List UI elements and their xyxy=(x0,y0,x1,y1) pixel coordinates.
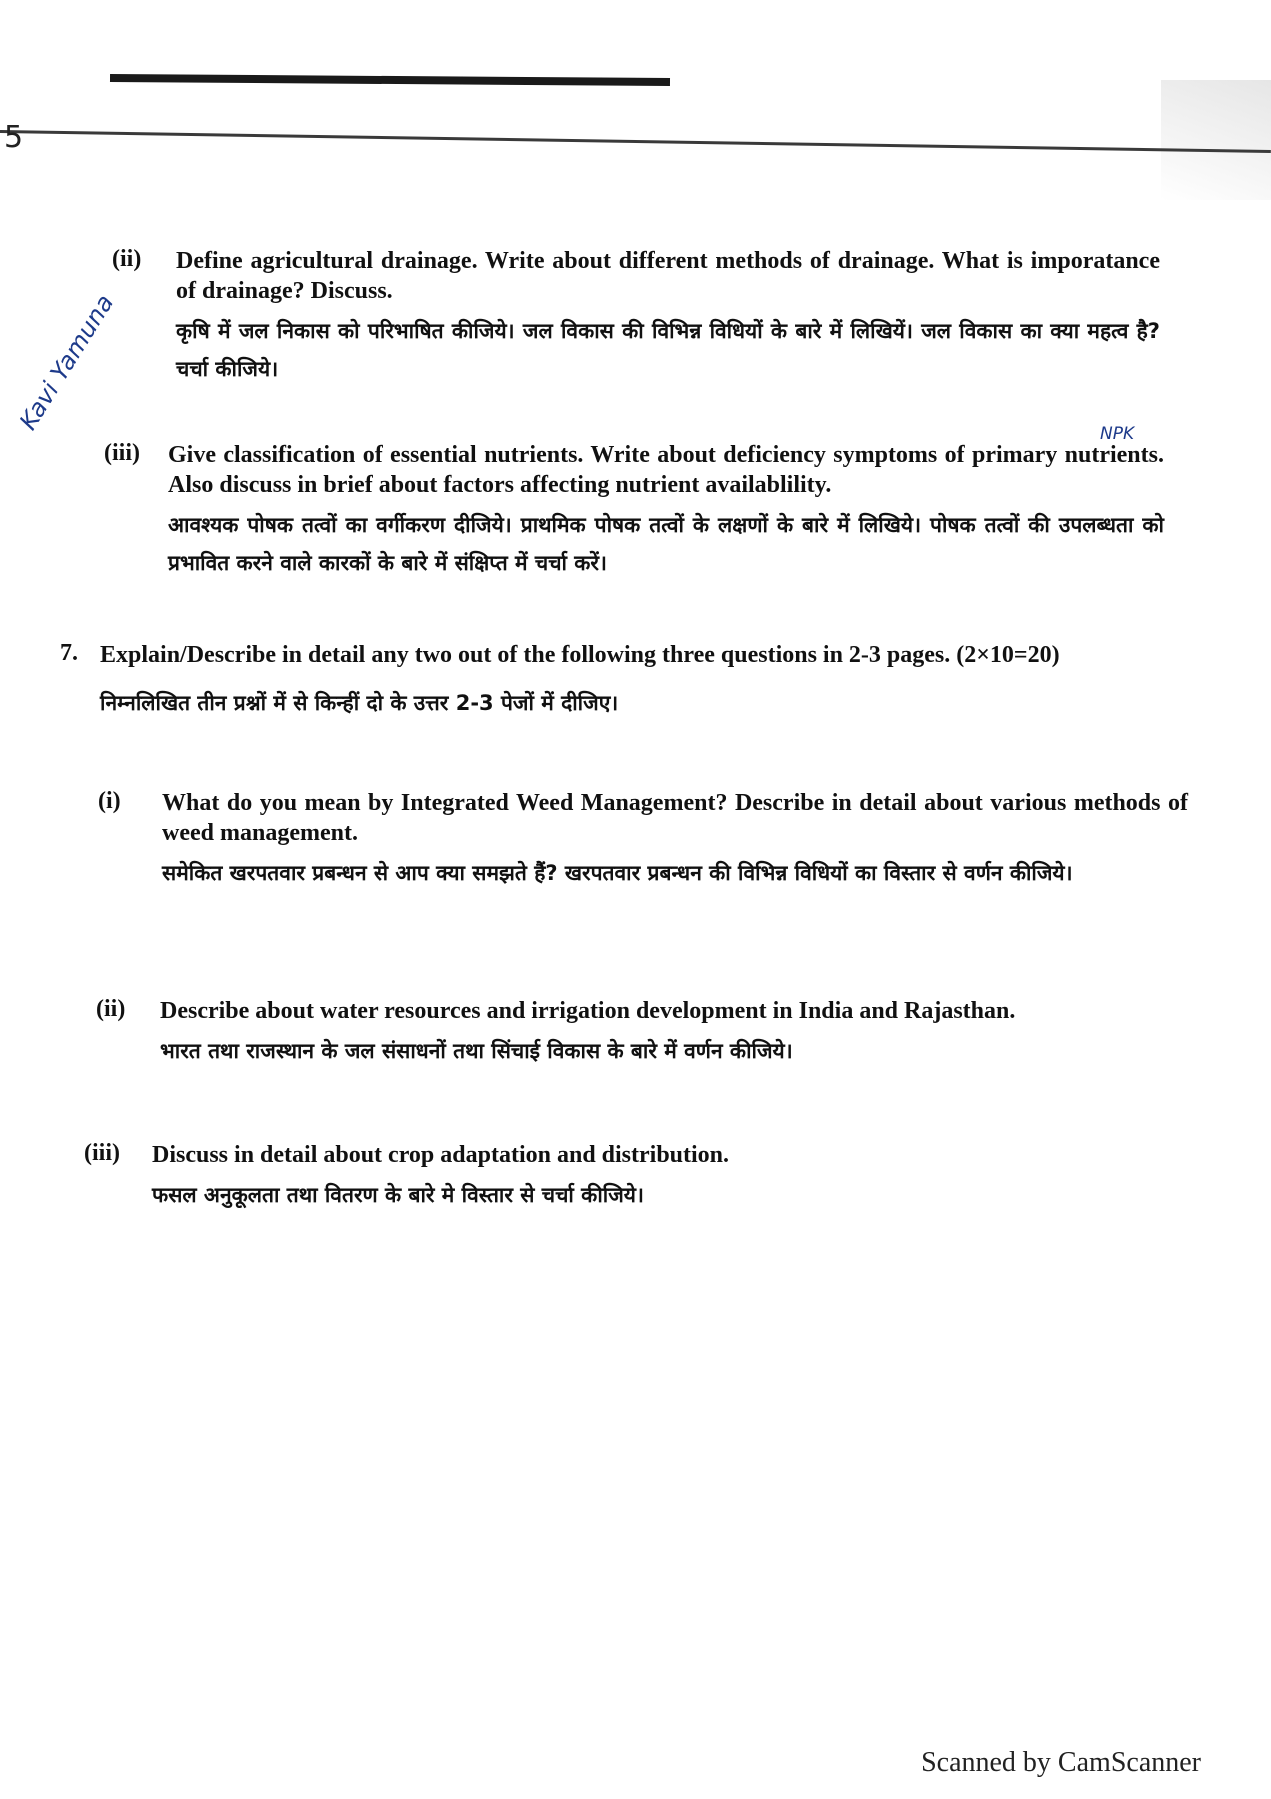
question-text-english: Discuss in detail about crop adaptation and distribution. xyxy=(152,1142,730,1168)
handwritten-npk-note: NPK xyxy=(1100,424,1135,444)
handwritten-side-note: Kavi Yamuna xyxy=(14,289,120,435)
scanner-watermark: Scanned by CamScanner xyxy=(921,1747,1201,1778)
question-number: (ii) xyxy=(112,246,142,272)
question-text-hindi: कृषि में जल निकास को परिभाषित कीजिये। जल विकास की विभिन्न विधियों के बारे में लिखियें। जल विकास का क्या महत्व है? चर्चा कीजिये। xyxy=(176,319,1160,381)
question-number: (iii) xyxy=(104,440,140,466)
section-instruction-english: Explain/Describe in detail any two out of the following three questions in 2-3 pages. (2×10=20) xyxy=(100,642,1060,668)
question-text-english: What do you mean by Integrated Weed Management? Describe in detail about various methods of weed management. xyxy=(162,790,1188,846)
section-instruction-hindi: निम्नलिखित तीन प्रश्नों में से किन्हीं दो के उत्तर 2-3 पेजों में दीजिए। xyxy=(100,691,619,715)
corner-page-mark: 5 xyxy=(4,120,24,155)
scan-background-top xyxy=(0,0,1271,78)
question-text-hindi: फसल अनुकूलता तथा वितरण के बारे मे विस्तार से चर्चा कीजिये। xyxy=(152,1183,644,1207)
question-text-hindi: समेकित खरपतवार प्रबन्धन से आप क्या समझते हैं? खरपतवार प्रबन्धन की विभिन्न विधियों का विस्तार से वर्णन कीजिये। xyxy=(162,861,1073,885)
page-corner-shade xyxy=(1161,80,1271,200)
question-text-english: Define agricultural drainage. Write about different methods of drainage. What is imporatance of drainage? Discuss. xyxy=(176,248,1160,304)
question-text-hindi: आवश्यक पोषक तत्वों का वर्गीकरण दीजिये। प्राथमिक पोषक तत्वों के लक्षणों के बारे में लिखिये। पोषक तत्वों की उपलब्धता को प्रभावित करने वाले कारकों के बारे में संक्षिप्त में चर्चा करें। xyxy=(168,513,1164,575)
question-number: (iii) xyxy=(84,1140,120,1166)
question-text-english: Give classification of essential nutrients. Write about deficiency symptoms of primary nutrients. Also discuss in brief about factors affecting nutrient availablility. xyxy=(168,442,1164,498)
question-text-english: Describe about water resources and irrigation development in India and Rajasthan. xyxy=(160,998,1016,1024)
question-text-hindi: भारत तथा राजस्थान के जल संसाधनों तथा सिंचाई विकास के बारे में वर्णन कीजिये। xyxy=(160,1039,793,1063)
page-edge-line xyxy=(0,130,1271,153)
question-number: (ii) xyxy=(96,996,126,1022)
question-number: (i) xyxy=(98,788,121,814)
section-number: 7. xyxy=(60,640,78,666)
